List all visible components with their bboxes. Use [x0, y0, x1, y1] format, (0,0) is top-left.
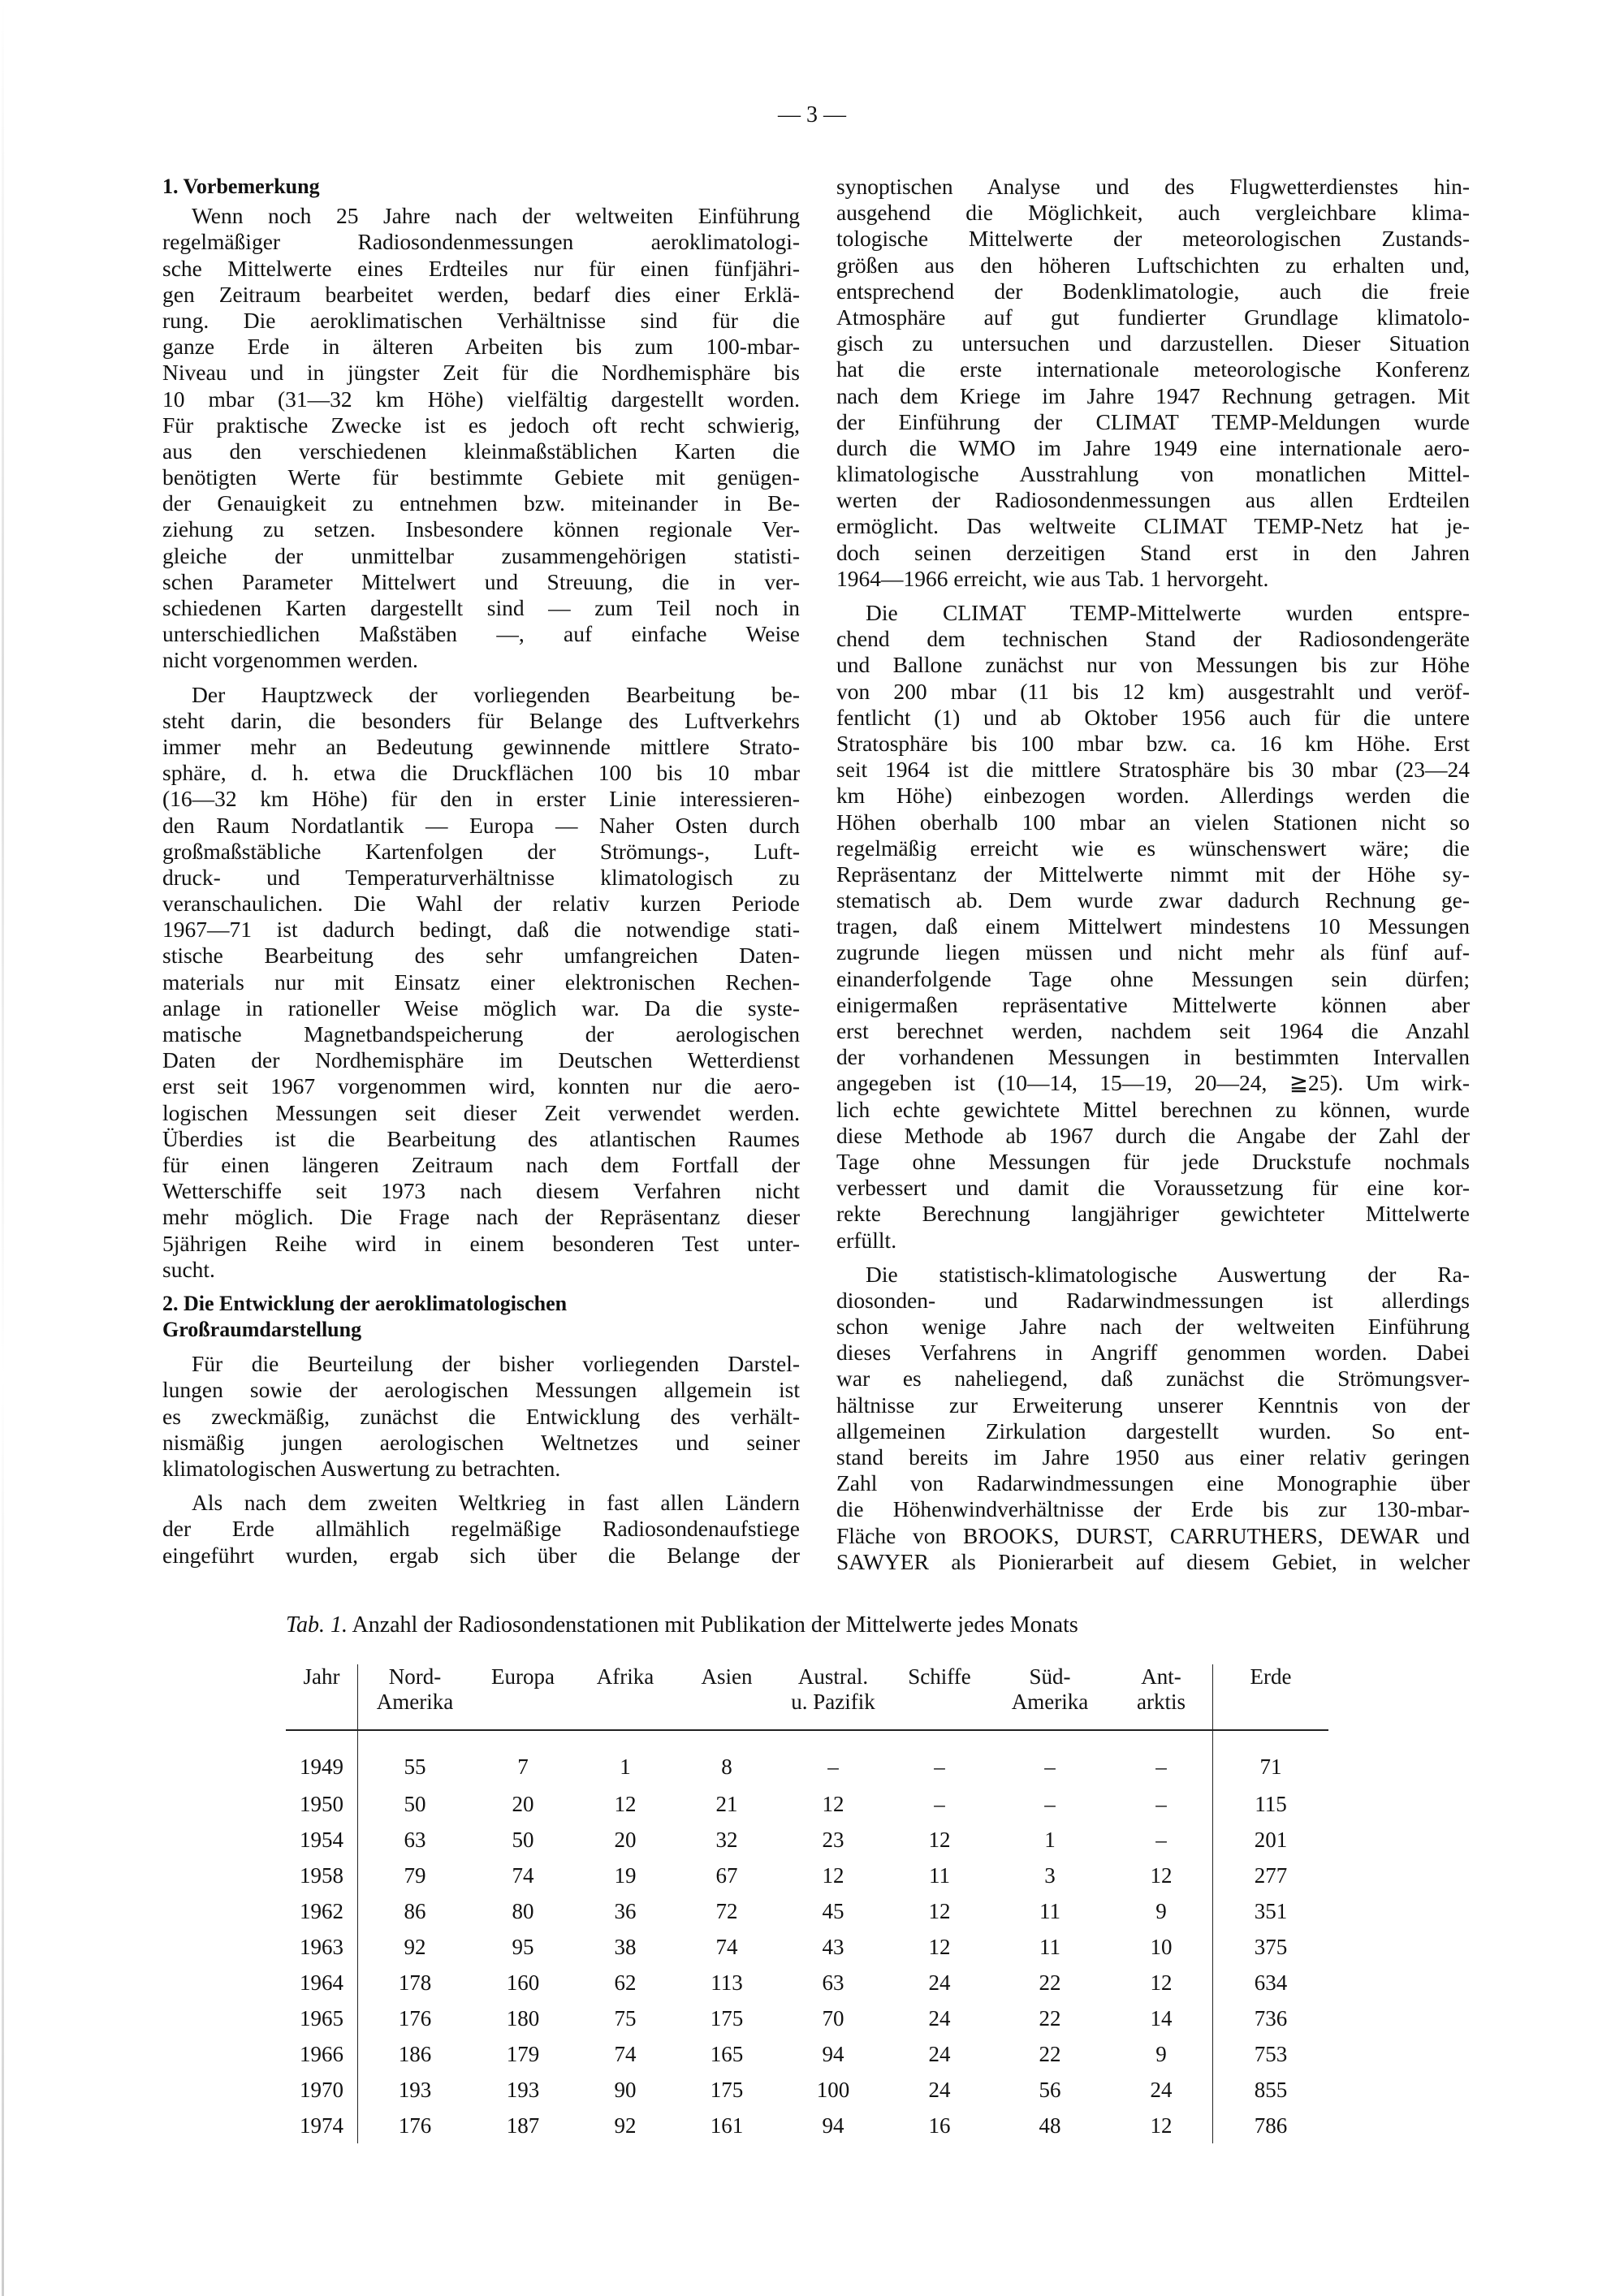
column-header [1213, 1664, 1329, 1730]
text-line: nach dem Kriege im Jahre 1947 Rechnung getragen. Mit [836, 382, 1470, 408]
count-cell: 9 [1110, 1893, 1213, 1929]
table-header-row [286, 1664, 1328, 1730]
count-cell: 14 [1110, 2000, 1213, 2036]
count-cell: – [934, 1754, 945, 1779]
count-cell: 634 [1254, 1970, 1288, 1995]
count-cell: 193 [398, 2077, 432, 2102]
text-line: einigermaßen repräsentative Mittelwerte können aber [836, 991, 1470, 1017]
text-line: diese Methode ab 1967 durch die Angabe der Zahl der [836, 1122, 1470, 1148]
count-cell: 63 [822, 1970, 844, 1995]
text-line: Als nach dem zweiten Weltkrieg in fast allen Ländern [192, 1490, 800, 1516]
count-cell: 178 [398, 1970, 432, 1995]
count-cell: 80 [512, 1898, 534, 1923]
text-line: für einen längeren Zeitraum nach dem Fortfall der [162, 1151, 800, 1177]
table-body [286, 1730, 1328, 2143]
scan-edge-shadow [2, 0, 4, 2296]
year-cell: 1958 [286, 1858, 358, 1893]
count-cell: – [1110, 1822, 1213, 1858]
text-line: mehr möglich. Die Frage nach der Repräsentanz dieser [162, 1204, 800, 1230]
count-cell: 1 [1044, 1827, 1056, 1852]
count-cell: 12 [928, 1898, 951, 1923]
count-cell: 12 [822, 1791, 844, 1816]
text-line: Die CLIMAT TEMP-Mittelwerte wurden entspre- [866, 600, 1470, 625]
count-cell: 48 [1039, 2113, 1061, 2138]
count-cell: 62 [614, 1970, 637, 1995]
count-cell: 55 [404, 1754, 426, 1779]
count-cell: 79 [404, 1862, 426, 1888]
count-cell: – [1044, 1754, 1056, 1779]
year-cell: 1970 [286, 2072, 358, 2108]
text-line: Für die Beurteilung der bisher vorliegenden Darstel- [192, 1351, 800, 1377]
column-header-line: Süd- [1029, 1664, 1071, 1689]
year-cell: 1966 [286, 2036, 358, 2072]
text-line: unterschiedlichen Maßstäben —, auf einfache Weise [162, 621, 800, 647]
count-cell: 12 [928, 1827, 951, 1852]
count-cell: 277 [1254, 1862, 1288, 1888]
text-line: gisch zu untersuchen und darzustellen. Dieser Situation [836, 330, 1470, 356]
text-line: es zweckmäßig, zunächst die Entwicklung des verhält- [162, 1403, 800, 1429]
text-line: (16—32 km Höhe) für den in erster Linie interessieren- [162, 786, 800, 812]
column-header [472, 1664, 574, 1730]
count-cell: 74 [715, 1934, 738, 1959]
text-line: Höhen oberhalb 100 mbar an vielen Stationen nicht so [836, 809, 1470, 835]
paragraph [836, 174, 1470, 592]
count-cell: 45 [822, 1898, 844, 1923]
column-header [574, 1664, 676, 1730]
text-line: Daten der Nordhemisphäre im Deutschen Wetterdienst [162, 1047, 800, 1073]
section-heading-2 [162, 1291, 800, 1343]
count-cell: 86 [404, 1898, 426, 1923]
text-line: SAWYER als Pionierarbeit auf diesem Gebiet, in welcher [836, 1548, 1470, 1574]
column-header-line: Erde [1250, 1664, 1292, 1689]
count-cell: 67 [715, 1862, 738, 1888]
column-header-line: Europa [491, 1664, 555, 1689]
text-line: durch die WMO im Jahre 1949 eine internationale aero- [836, 434, 1470, 460]
text-line: Atmosphäre auf gut fundierter Grundlage klimatolo- [836, 304, 1470, 330]
count-cell: 92 [404, 1934, 426, 1959]
text-line: ermöglicht. Das weltweite CLIMAT TEMP-Netz hat je- [836, 513, 1470, 539]
count-cell: 75 [614, 2005, 637, 2031]
text-line: stische Bearbeitung des sehr umfangreichen Daten- [162, 943, 800, 969]
text-line: eingeführt wurden, ergab sich über die Belange der [162, 1542, 800, 1568]
text-line: materials nur mit Einsatz einer elektronischen Rechen- [162, 969, 800, 995]
count-cell: 115 [1255, 1791, 1287, 1816]
count-cell: 11 [1039, 1898, 1060, 1923]
text-line: Wetterschiffe seit 1973 nach diesem Verfahren nicht [162, 1178, 800, 1204]
count-cell: 176 [398, 2005, 432, 2031]
table-row [286, 2108, 1328, 2143]
count-cell: 186 [398, 2041, 432, 2066]
text-line: immer mehr an Bedeutung gewinnende mittlere Strato- [162, 733, 800, 759]
column-header-line: Austral. [797, 1664, 869, 1689]
text-line: sucht. [162, 1256, 215, 1282]
count-cell: – [1110, 1730, 1213, 1786]
count-cell: 56 [1039, 2077, 1061, 2102]
text-line: rung. Die aeroklimatischen Verhältnisse sind für die [162, 307, 800, 333]
text-line: matische Magnetbandspeicherung der aerologischen [162, 1021, 800, 1047]
text-line: größen aus den höheren Luftschichten zu erhalten und, [836, 252, 1470, 278]
section-heading-2-line: 2. Die Entwicklung der aeroklimatologischen [162, 1291, 568, 1315]
count-cell: 95 [512, 1934, 534, 1959]
text-line: 5jährigen Reihe wird in einem besonderen Test unter- [162, 1230, 800, 1256]
count-cell: 24 [1110, 2072, 1213, 2108]
year-cell: 1949 [286, 1730, 358, 1786]
text-line: ganze Erde in älteren Arbeiten bis zum 100-mbar- [162, 334, 800, 360]
count-cell: 351 [1254, 1898, 1288, 1923]
text-line: regelmäßig erreicht wie es wünschenswert wäre; die [836, 835, 1470, 861]
count-cell: 8 [721, 1754, 732, 1779]
radiosonde-stations-table [286, 1664, 1328, 2143]
count-cell: 786 [1254, 2113, 1288, 2138]
text-line: ausgehend die Möglichkeit, auch vergleichbare klima- [836, 200, 1470, 226]
count-cell: 187 [506, 2113, 540, 2138]
paragraph [162, 1490, 800, 1569]
text-line: Überdies ist die Bearbeitung des atlantischen Raumes [162, 1125, 800, 1151]
count-cell: 12 [1110, 1858, 1213, 1893]
text-line: von 200 mbar (11 bis 12 km) ausgestrahlt und veröf- [836, 678, 1470, 704]
text-line: war es naheliegend, daß zunächst die Strömungsver- [836, 1366, 1470, 1392]
count-cell: 16 [928, 2113, 951, 2138]
text-line: seit 1964 ist die mittlere Stratosphäre bis 30 mbar (23—24 [836, 757, 1470, 783]
count-cell: 22 [1039, 2005, 1061, 2031]
count-cell: 736 [1254, 2005, 1288, 2031]
column-header-line: Amerika [1011, 1690, 1089, 1714]
column-header-line: Ant- [1141, 1664, 1181, 1689]
column-header-line: Afrika [596, 1664, 654, 1689]
count-cell: 375 [1254, 1934, 1288, 1959]
count-cell: 175 [710, 2005, 744, 2031]
column-header-line: Schiffe [908, 1664, 971, 1689]
text-line: lungen sowie der aerologischen Messungen allgemein ist [162, 1377, 800, 1403]
paragraph [836, 1262, 1470, 1575]
column-header-line: Asien [701, 1664, 753, 1689]
count-cell: 201 [1254, 1827, 1288, 1852]
count-cell: 22 [1039, 2041, 1061, 2066]
section-1-body [162, 203, 800, 1283]
paragraph [162, 1351, 800, 1482]
count-cell: – [827, 1754, 839, 1779]
column-header [358, 1664, 473, 1730]
year-cell: 1965 [286, 2000, 358, 2036]
text-line: entsprechend der Bodenklimatologie, auch die freie [836, 278, 1470, 304]
paragraph [836, 600, 1470, 1254]
text-line: dieses Verfahrens in Angriff genommen worden. Dabei [836, 1340, 1470, 1366]
count-cell: 24 [928, 2005, 951, 2031]
count-cell: 9 [1110, 2036, 1213, 2072]
count-cell: – [1044, 1791, 1056, 1816]
column-header [889, 1664, 990, 1730]
text-line: tologische Mittelwerte der meteorologischen Zustands- [836, 226, 1470, 252]
count-cell: 32 [715, 1827, 738, 1852]
column-header [676, 1664, 777, 1730]
text-line: Niveau und in jüngster Zeit für die Nordhemisphäre bis [162, 360, 800, 386]
text-line: veranschaulichen. Die Wahl der relativ kurzen Periode [162, 891, 800, 917]
section-heading-1: 1. Vorbemerkung [162, 175, 320, 198]
count-cell: 160 [506, 1970, 540, 1995]
section-heading-2-line: Großraumdarstellung [162, 1318, 362, 1342]
count-cell: 175 [710, 2077, 744, 2102]
text-line: großmaßstäbliche Kartenfolgen der Strömungs-, Luft- [162, 838, 800, 864]
text-line: lich echte gewichtete Mittel berechnen zu können, wurde [836, 1096, 1470, 1122]
text-line: klimatologischen Auswertung zu betrachten. [162, 1456, 561, 1482]
text-line: sphäre, d. h. etwa die Druckflächen 100 bis 10 mbar [162, 760, 800, 786]
column-header-line: Amerika [376, 1690, 454, 1714]
table-row [286, 2072, 1328, 2108]
count-cell: 22 [1039, 1970, 1061, 1995]
text-line: aus den verschiedenen kleinmaßstäblichen Karten die [162, 438, 800, 464]
text-line: werten der Radiosondenmessungen aus allen Erdteilen [836, 487, 1470, 513]
text-line: der vorhandenen Messungen in bestimmten Intervallen [836, 1044, 1470, 1070]
text-line: 1964—1966 erreicht, wie aus Tab. 1 hervorgeht. [836, 565, 1269, 591]
text-line: benötigten Werte für bestimmte Gebiete mit genügen- [162, 464, 800, 490]
text-line: regelmäßiger Radiosondenmessungen aeroklimatologi- [162, 229, 800, 255]
right-column-body [836, 174, 1470, 1575]
text-line: gen Zeitraum bearbeitet werden, bedarf dies einer Erklä- [162, 281, 800, 307]
count-cell: 10 [1110, 1929, 1213, 1965]
count-cell: 176 [398, 2113, 432, 2138]
text-line: logischen Messungen seit dieser Zeit verwendet werden. [162, 1099, 800, 1125]
count-cell: 20 [512, 1791, 534, 1816]
count-cell: 11 [929, 1862, 950, 1888]
count-cell: 100 [816, 2077, 850, 2102]
count-cell: 11 [1039, 1934, 1060, 1959]
year-cell: 1950 [286, 1786, 358, 1822]
text-line: schiedenen Karten dargestellt sind — zum Teil noch in [162, 595, 800, 621]
text-line: der Erde allmählich regelmäßige Radiosondenaufstiege [162, 1516, 800, 1542]
count-cell: 92 [614, 2113, 637, 2138]
text-line: 10 mbar (31—32 km Höhe) vielfältig dargestellt worden. [162, 386, 800, 412]
text-line: anlage in rationeller Weise möglich war. Da die syste- [162, 995, 800, 1021]
table-row [286, 1730, 1328, 1786]
table-row [286, 2036, 1328, 2072]
count-cell: 24 [928, 1970, 951, 1995]
year-cell: 1963 [286, 1929, 358, 1965]
text-line: der Einführung der CLIMAT TEMP-Meldungen wurde [836, 408, 1470, 434]
count-cell: 180 [506, 2005, 540, 2031]
paragraph [162, 682, 800, 1283]
count-cell: 753 [1254, 2041, 1288, 2066]
text-line: angegeben ist (10—14, 15—19, 20—24, ≧25). Um wirk- [836, 1070, 1470, 1096]
text-line: der Genauigkeit zu entnehmen bzw. miteinander in Be- [162, 490, 800, 516]
column-header [990, 1664, 1110, 1730]
text-line: km Höhe) einbezogen worden. Allerdings werden die [836, 783, 1470, 809]
year-cell: 1964 [286, 1965, 358, 2000]
text-line: erst berechnet werden, nachdem seit 1964 die Anzahl [836, 1018, 1470, 1043]
count-cell: 23 [822, 1827, 844, 1852]
text-line: Für praktische Zwecke ist es jedoch oft recht schwierig, [162, 412, 800, 438]
count-cell: 1 [620, 1754, 631, 1779]
text-line: hat die erste internationale meteorologische Konferenz [836, 356, 1470, 382]
left-column [162, 174, 800, 1577]
year-cell: 1962 [286, 1893, 358, 1929]
count-cell: 113 [710, 1970, 743, 1995]
column-header [1110, 1664, 1213, 1730]
text-line: fentlicht (1) und ab Oktober 1956 auch für die untere [836, 704, 1470, 730]
count-cell: 90 [614, 2077, 637, 2102]
text-line: doch seinen derzeitigen Stand erst in den Jahren [836, 539, 1470, 565]
text-line: erst seit 1967 vorgenommen wird, konnten nur die aero- [162, 1073, 800, 1099]
year-cell: 1974 [286, 2108, 358, 2143]
text-line: schen Parameter Mittelwert und Streuung, die in ver- [162, 568, 800, 594]
text-line: nismäßig jungen aerologischen Weltnetzes und seiner [162, 1429, 800, 1455]
count-cell: 72 [715, 1898, 738, 1923]
count-cell: 24 [928, 2077, 951, 2102]
count-cell: – [934, 1791, 945, 1816]
table-row [286, 1786, 1328, 1822]
count-cell: 179 [506, 2041, 540, 2066]
paragraph [162, 203, 800, 673]
count-cell: 12 [1110, 1965, 1213, 2000]
text-line: den Raum Nordatlantik — Europa — Naher Osten durch [162, 812, 800, 838]
count-cell: 7 [517, 1754, 529, 1779]
count-cell: 21 [715, 1791, 738, 1816]
text-line: steht darin, die besonders für Belange des Luftverkehrs [162, 707, 800, 733]
text-line: synoptischen Analyse und des Flugwetterdienstes hin- [836, 174, 1470, 199]
text-line: verbessert und damit die Voraussetzung für eine kor- [836, 1175, 1470, 1201]
text-line: sche Mittelwerte eines Erdteiles nur für einen fünfjähri- [162, 255, 800, 281]
table-row [286, 1822, 1328, 1858]
text-line: Tage ohne Messungen für jede Druckstufe nochmals [836, 1148, 1470, 1174]
count-cell: 20 [614, 1827, 637, 1852]
text-line: schon wenige Jahre nach der weltweiten Einführung [836, 1314, 1470, 1340]
text-line: und Ballone zunächst nur von Messungen bis zur Höhe [836, 652, 1470, 678]
text-line: die Höhenwindverhältnisse der Erde bis zur 130-mbar- [836, 1496, 1470, 1522]
text-line: chend dem technischen Stand der Radiosondengeräte [836, 626, 1470, 652]
year-cell: 1954 [286, 1822, 358, 1858]
text-line: klimatologische Ausstrahlung von monatlichen Mittel- [836, 461, 1470, 487]
count-cell: 74 [614, 2041, 637, 2066]
text-line: tragen, daß einem Mittelwert mindestens 10 Messungen [836, 913, 1470, 939]
text-line: erfüllt. [836, 1227, 897, 1253]
count-cell: 19 [614, 1862, 637, 1888]
text-line: einanderfolgende Tage ohne Messungen sein dürfen; [836, 965, 1470, 991]
table-row [286, 1929, 1328, 1965]
section-2-body [162, 1351, 800, 1569]
table-caption [286, 1612, 1078, 1638]
count-cell: – [1110, 1786, 1213, 1822]
count-cell: 50 [512, 1827, 534, 1852]
text-line: ziehung zu setzen. Insbesondere können regionale Ver- [162, 516, 800, 542]
count-cell: 43 [822, 1934, 844, 1959]
right-column [836, 174, 1470, 1583]
count-cell: 12 [928, 1934, 951, 1959]
text-line: rekte Berechnung langjähriger gewichteter Mittelwerte [836, 1201, 1470, 1227]
table-caption-label: Tab. 1. [286, 1612, 348, 1638]
table-row [286, 2000, 1328, 2036]
count-cell: 70 [822, 2005, 844, 2031]
count-cell: 161 [710, 2113, 744, 2138]
count-cell: 12 [1110, 2108, 1213, 2143]
count-cell: 165 [710, 2041, 744, 2066]
count-cell: 855 [1254, 2077, 1288, 2102]
count-cell: 3 [1044, 1862, 1056, 1888]
text-line: Wenn noch 25 Jahre nach der weltweiten Einführung [192, 203, 800, 229]
count-cell: 50 [404, 1791, 426, 1816]
count-cell: 12 [614, 1791, 637, 1816]
text-line: druck- und Temperaturverhältnisse klimatologisch zu [162, 864, 800, 890]
column-header-line: u. Pazifik [791, 1690, 875, 1714]
count-cell: 74 [512, 1862, 534, 1888]
count-cell: 94 [822, 2041, 844, 2066]
column-header-line: Nord- [388, 1664, 442, 1689]
text-line: allgemeinen Zirkulation dargestellt wurden. So ent- [836, 1418, 1470, 1444]
count-cell: 94 [822, 2113, 844, 2138]
text-line: diosonden- und Radarwindmessungen ist allerdings [836, 1287, 1470, 1313]
text-line: stand bereits im Jahre 1950 aus einer relativ geringen [836, 1444, 1470, 1470]
column-header-line: Jahr [303, 1664, 340, 1689]
column-header [286, 1664, 358, 1730]
count-cell: 63 [404, 1827, 426, 1852]
page-number: — 3 — [778, 102, 846, 127]
text-line: Stratosphäre bis 100 mbar bzw. ca. 16 km Höhe. Erst [836, 730, 1470, 756]
text-line: stematisch ab. Dem wurde zwar dadurch Rechnung ge- [836, 887, 1470, 913]
count-cell: 12 [822, 1862, 844, 1888]
count-cell: 71 [1259, 1754, 1282, 1779]
text-line: zugrunde liegen müssen und nicht mehr als fünf auf- [836, 939, 1470, 965]
text-line: Fläche von BROOKS, DURST, CARRUTHERS, DEWAR und [836, 1522, 1470, 1548]
table-row [286, 1965, 1328, 2000]
column-header-line: arktis [1137, 1690, 1186, 1714]
text-line: Repräsentanz der Mittelwerte nimmt mit der Höhe sy- [836, 861, 1470, 887]
count-cell: 24 [928, 2041, 951, 2066]
text-line: Die statistisch-klimatologische Auswertung der Ra- [866, 1261, 1470, 1287]
text-line: Der Hauptzweck der vorliegenden Bearbeitung be- [192, 681, 800, 707]
table-row [286, 1893, 1328, 1929]
text-line: 1967—71 ist dadurch bedingt, daß die notwendige stati- [162, 917, 800, 943]
column-header [777, 1664, 889, 1730]
count-cell: 36 [614, 1898, 637, 1923]
table-row [286, 1858, 1328, 1893]
table-caption-text: Anzahl der Radiosondenstationen mit Publikation der Mittelwerte jedes Monats [352, 1612, 1078, 1638]
count-cell: 38 [614, 1934, 637, 1959]
text-line: gleiche der unmittelbar zusammengehörigen statisti- [162, 542, 800, 568]
text-line: hältnisse zur Erweiterung unserer Kenntnis von der [836, 1392, 1470, 1418]
count-cell: 193 [506, 2077, 540, 2102]
text-line: nicht vorgenommen werden. [162, 647, 418, 673]
text-line: Zahl von Radarwindmessungen eine Monographie über [836, 1470, 1470, 1496]
